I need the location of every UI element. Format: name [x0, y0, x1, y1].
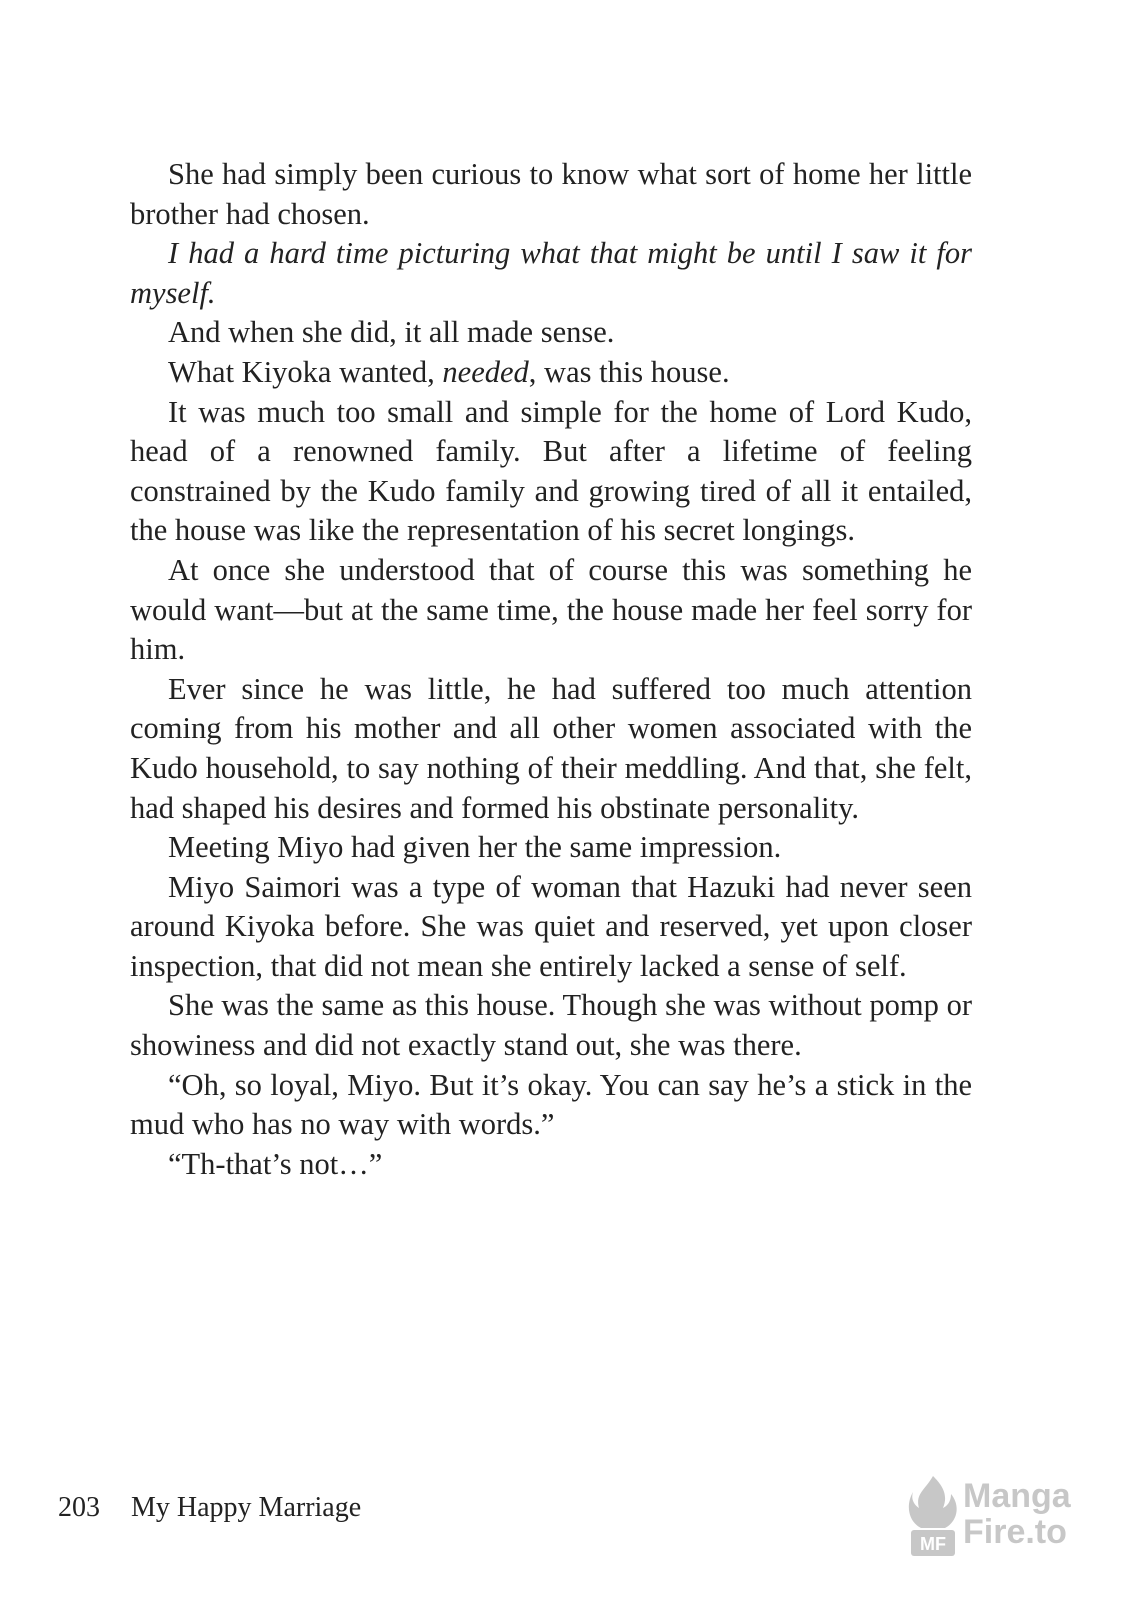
- text-run: “Th-that’s not…”: [168, 1146, 383, 1181]
- text-run: Ever since he was little, he had suffered too much attention coming from his mother and all other women associated with the Kudo household, to say nothing of their meddling. And that, she felt, had shaped his desires and formed his obstinate personality.: [130, 671, 972, 825]
- page-number: 203: [58, 1492, 100, 1523]
- watermark-line1: Manga: [963, 1477, 1071, 1515]
- text-run: It was much too small and simple for the home of Lord Kudo, head of a renowned family. But after a lifetime of feeling constrained by the Kudo family and growing tired of all it entailed, the house was like the representation of his secret longings.: [130, 394, 972, 548]
- paragraph: [130, 353, 972, 393]
- paragraph: [130, 1145, 972, 1185]
- page-footer: [58, 1488, 361, 1528]
- svg-text:MF: MF: [920, 1534, 946, 1554]
- text-run: Meeting Miyo had given her the same impression.: [168, 830, 782, 865]
- text-run: At once she understood that of course this was something he would want—but at the same time, the house made her feel sorry for him.: [130, 552, 972, 667]
- watermark-logo: [905, 1472, 1095, 1562]
- book-title: My Happy Marriage: [131, 1492, 362, 1523]
- text-run: , was this house.: [528, 354, 730, 389]
- flame-logo-icon: [905, 1472, 961, 1560]
- body-text: [130, 155, 972, 1184]
- paragraph: [130, 234, 972, 313]
- paragraph: [130, 313, 972, 353]
- paragraph: [130, 155, 972, 234]
- italic-text: needed: [442, 354, 529, 389]
- paragraph: [130, 868, 972, 987]
- text-run: She was the same as this house. Though she was without pomp or showiness and did not exactly stand out, she was there.: [130, 988, 972, 1063]
- text-run: What Kiyoka wanted,: [168, 354, 443, 389]
- paragraph: [130, 670, 972, 828]
- italic-text: I had a hard time picturing what that might be until I saw it for myself.: [130, 236, 972, 310]
- text-run: And when she did, it all made sense.: [168, 315, 615, 350]
- text-run: She had simply been curious to know what sort of home her little brother had chosen.: [130, 157, 972, 231]
- watermark-line2: Fire.to: [963, 1513, 1067, 1551]
- paragraph: [130, 393, 972, 551]
- text-run: Miyo Saimori was a type of woman that Hazuki had never seen around Kiyoka before. She was quiet and reserved, yet upon closer inspection, that did not mean she entirely lacked a sense of self.: [130, 869, 972, 983]
- paragraph: [130, 551, 972, 670]
- paragraph: [130, 986, 972, 1065]
- paragraph: [130, 1066, 972, 1145]
- paragraph: [130, 828, 972, 868]
- text-run: “Oh, so loyal, Miyo. But it’s okay. You can say he’s a stick in the mud who has no way with words.”: [130, 1067, 972, 1142]
